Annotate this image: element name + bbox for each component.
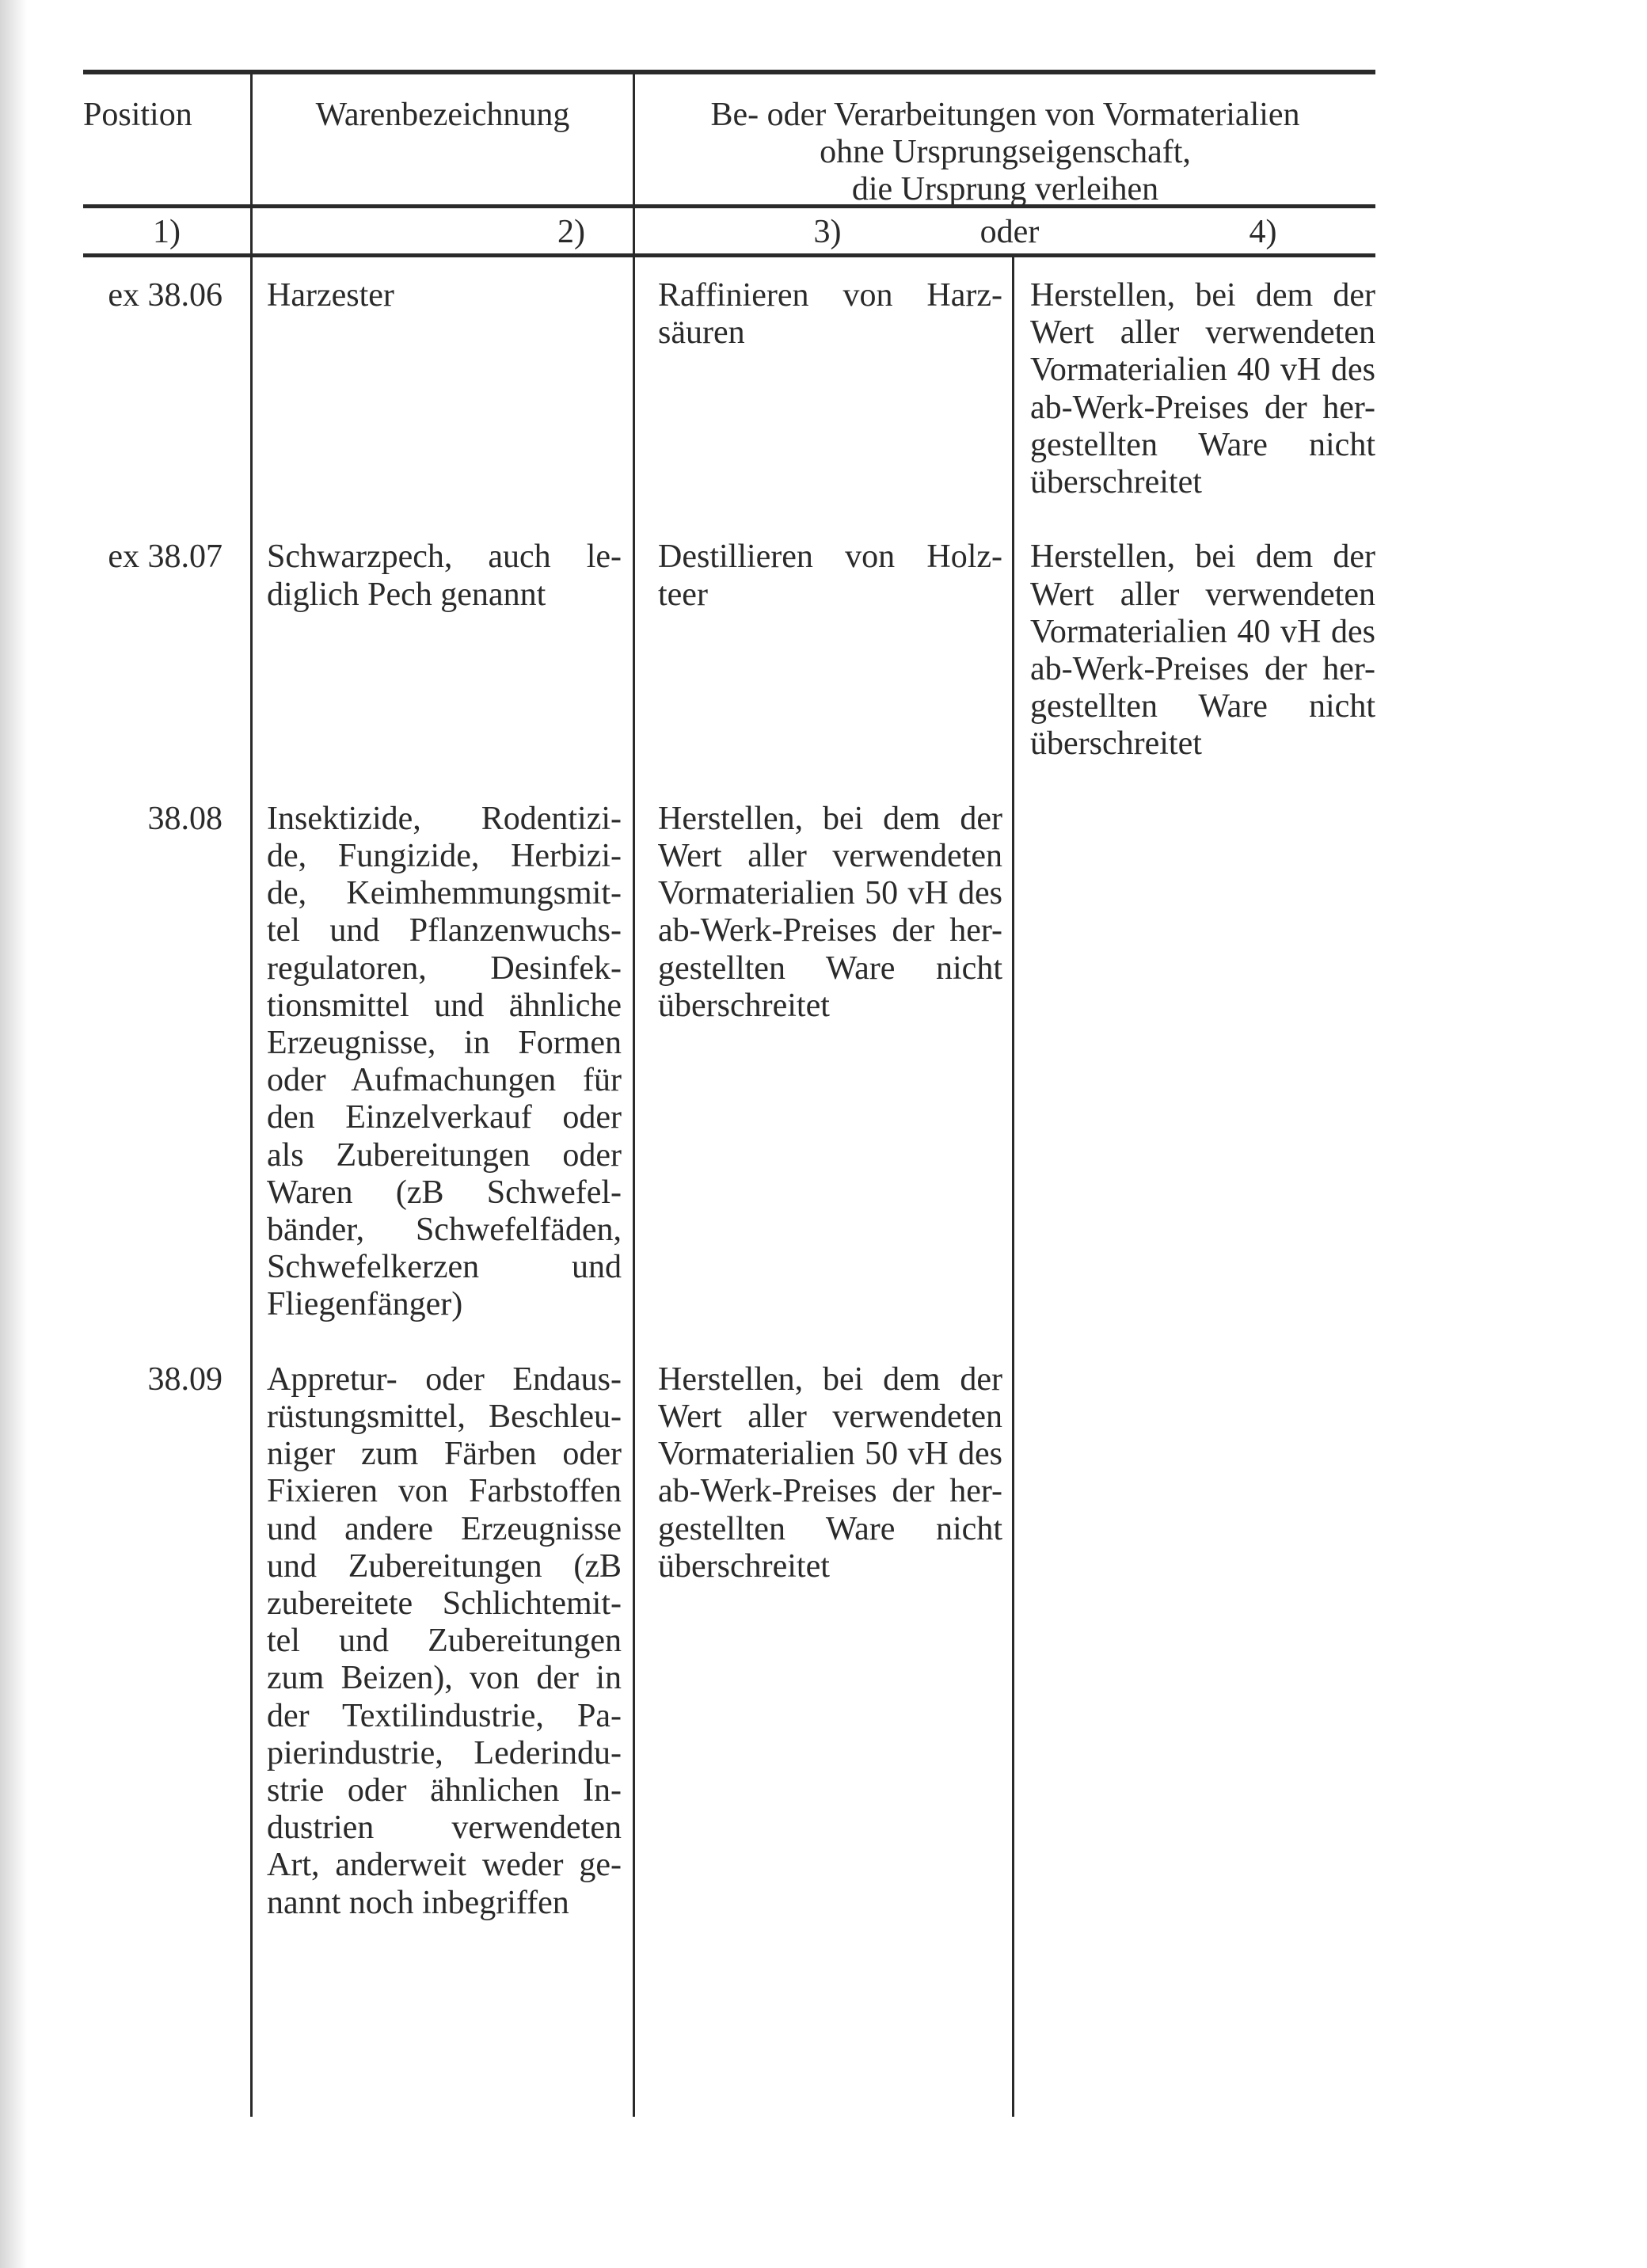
row-rule-column-3 (658, 538, 1002, 613)
row-rule-column-4-line: Vormaterialien 40 vH des (1030, 352, 1375, 389)
row-rule-column-4-line: Wert aller verwendeten (1030, 576, 1375, 613)
row-description-line: Harzester (267, 277, 394, 314)
row-description-line: de, Fungizide, Herbizi- (267, 838, 622, 874)
row-description-line: tel und Zubereitungen (267, 1623, 622, 1660)
row-description-line: dustrien verwendeten (267, 1809, 622, 1847)
header-warenbezeichnung: Warenbezeichnung (315, 97, 570, 133)
header-processing (635, 97, 1375, 208)
row-rule-column-3-line: ab-Werk-Preises der her- (658, 912, 1002, 949)
column-numbers-bottom-rule (83, 253, 1375, 257)
row-rule-column-4-line: gestellten Ware nicht (1030, 426, 1375, 463)
row-description-line: tel und Pflanzenwuchs- (267, 912, 622, 949)
row-description-line: Erzeugnisse, in Formen (267, 1025, 622, 1062)
row-description-line: niger zum Färben oder (267, 1436, 622, 1473)
row-rule-column-3-line: Destillieren von Holz- (658, 538, 1002, 576)
row-position: 38.08 (147, 800, 223, 837)
row-rule-column-3-line: Vormaterialien 50 vH des (658, 1436, 1002, 1473)
row-position: 38.09 (147, 1360, 223, 1398)
row-description-line: diglich Pech genannt (267, 576, 546, 613)
row-rule-column-4-line: Wert aller verwendeten (1030, 314, 1375, 352)
colnum-2: 2) (557, 214, 585, 250)
colnum-3: 3) (813, 214, 842, 250)
row-rule-column-4-line: ab-Werk-Preises der her- (1030, 389, 1375, 426)
row-position: ex 38.07 (108, 538, 223, 576)
row-description-line: nannt noch inbegriffen (267, 1884, 569, 1921)
colnum-1: 1) (153, 214, 181, 250)
row-description-line: Fliegenfänger) (267, 1286, 463, 1323)
row-rule-column-3-line: Vormaterialien 50 vH des (658, 875, 1002, 912)
row-description (267, 277, 622, 314)
row-rule-column-4-line: Vormaterialien 40 vH des (1030, 613, 1375, 650)
row-description-line: oder Aufmachungen für (267, 1062, 622, 1099)
row-description-line: der Textilindustrie, Pa- (267, 1697, 622, 1734)
row-description (267, 538, 622, 613)
row-rule-column-4 (1030, 277, 1375, 501)
row-rule-column-4 (1030, 538, 1375, 763)
row-rule-column-4-line: überschreitet (1030, 464, 1202, 501)
column-divider-1 (250, 73, 253, 2117)
colnum-oder: oder (979, 214, 1040, 250)
row-rule-column-3-line: Wert aller verwendeten (658, 838, 1002, 874)
scan-shadow-edge (0, 0, 27, 2268)
colnum-4: 4) (1249, 214, 1277, 250)
row-position: ex 38.06 (108, 277, 223, 314)
row-description-line: strie oder ähnlichen In- (267, 1772, 622, 1809)
row-rule-column-3 (658, 1361, 1002, 1585)
row-description-line: als Zubereitungen oder (267, 1136, 622, 1174)
row-description-line: bänder, Schwefelfäden, (267, 1212, 622, 1249)
row-rule-column-3-line: ab-Werk-Preises der her- (658, 1473, 1002, 1510)
row-rule-column-3 (658, 277, 1002, 352)
column-divider-2 (633, 73, 635, 2117)
row-rule-column-4-line: gestellten Ware nicht (1030, 688, 1375, 725)
column-divider-3 (1012, 255, 1014, 2117)
row-rule-column-3-line: gestellten Ware nicht (658, 1510, 1002, 1547)
origin-rules-table (83, 70, 1375, 2117)
row-rule-column-4-line: Herstellen, bei dem der (1030, 277, 1375, 314)
row-description (267, 1361, 622, 1922)
row-rule-column-3 (658, 801, 1002, 1025)
row-description-line: zubereitete Schlichtemit- (267, 1585, 622, 1623)
row-description-line: und Zubereitungen (zB (267, 1547, 622, 1585)
row-description-line: regulatoren, Desinfek- (267, 949, 622, 987)
row-rule-column-3-line: Herstellen, bei dem der (658, 800, 1002, 837)
row-rule-column-3-line: Raffinieren von Harz- (658, 277, 1002, 314)
table-top-rule (83, 70, 1375, 74)
row-description-line: Waren (zB Schwefel- (267, 1174, 622, 1211)
row-description-line: tionsmittel und ähnliche (267, 987, 622, 1024)
row-description-line: Art, anderweit weder ge- (267, 1847, 622, 1884)
row-description-line: und andere Erzeugnisse (267, 1510, 622, 1547)
header-processing-line-3: die Ursprung verleihen (851, 171, 1159, 207)
row-rule-column-3-line: überschreitet (658, 987, 830, 1024)
row-description-line: Appretur- oder Endaus- (267, 1360, 622, 1398)
header-position: Position (83, 97, 192, 133)
row-description-line: Fixieren von Farbstoffen (267, 1473, 622, 1510)
row-rule-column-3-line: überschreitet (658, 1547, 830, 1585)
header-processing-line-1: Be- oder Verarbeitungen von Vormaterialien (710, 97, 1300, 133)
row-rule-column-3-line: teer (658, 576, 708, 613)
header-processing-line-2: ohne Ursprungseigenschaft, (820, 134, 1191, 170)
row-description-line: den Einzelverkauf oder (267, 1099, 622, 1136)
row-description-line: Schwarzpech, auch le- (267, 538, 622, 576)
row-description-line: rüstungsmittel, Beschleu- (267, 1398, 622, 1435)
row-rule-column-4-line: Herstellen, bei dem der (1030, 538, 1375, 576)
row-rule-column-3-line: gestellten Ware nicht (658, 949, 1002, 987)
row-description-line: pierindustrie, Lederindu- (267, 1734, 622, 1771)
row-description (267, 801, 622, 1324)
row-rule-column-3-line: Wert aller verwendeten (658, 1398, 1002, 1435)
row-rule-column-4-line: überschreitet (1030, 725, 1202, 763)
row-description-line: zum Beizen), von der in (267, 1660, 622, 1697)
row-description-line: Schwefelkerzen und (267, 1249, 622, 1286)
row-rule-column-4-line: ab-Werk-Preises der her- (1030, 651, 1375, 687)
row-rule-column-3-line: Herstellen, bei dem der (658, 1360, 1002, 1398)
row-description-line: de, Keimhemmungsmit- (267, 875, 622, 912)
row-description-line: Insektizide, Rodentizi- (267, 800, 622, 837)
row-rule-column-3-line: säuren (658, 314, 745, 352)
